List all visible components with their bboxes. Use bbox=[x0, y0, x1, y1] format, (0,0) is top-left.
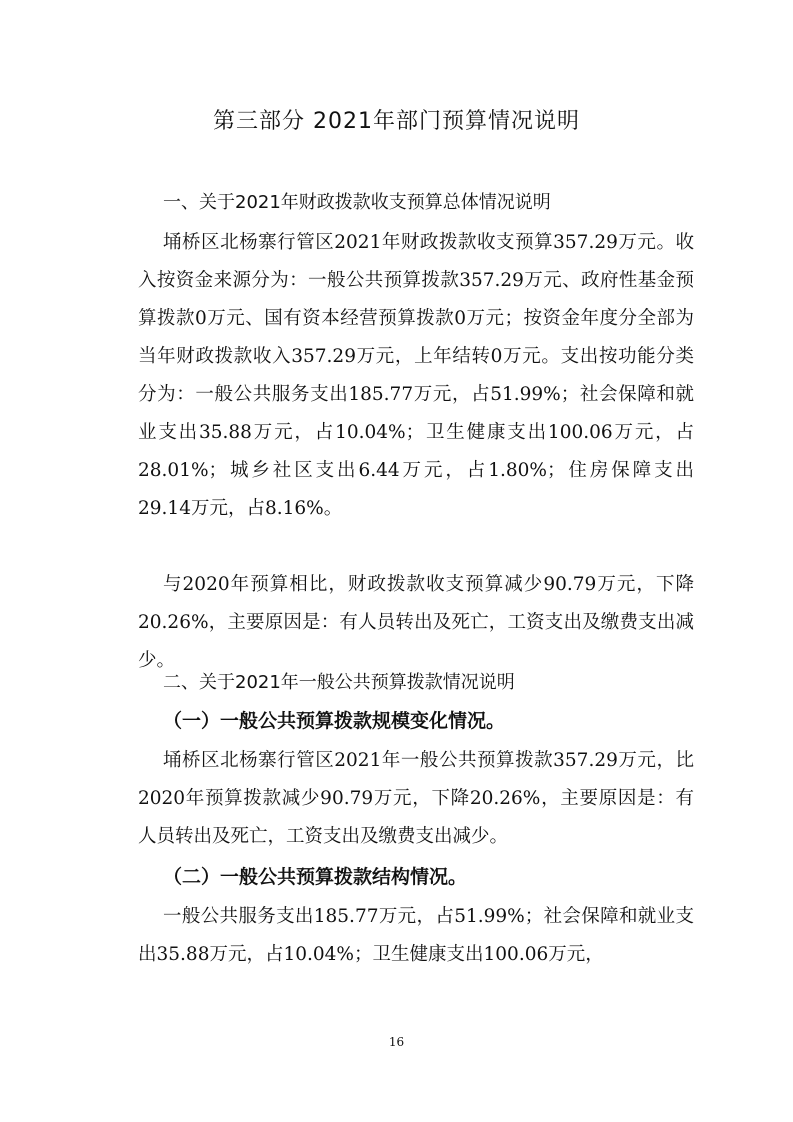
section2-sub2-heading: （二）一般公共预算拨款结构情况。 bbox=[163, 866, 468, 888]
page-number: 16 bbox=[388, 1035, 405, 1049]
section1-heading: 一、关于2021年财政拨款收支预算总体情况说明 bbox=[163, 192, 551, 213]
section2-sub1-heading: （一）一般公共预算拨款规模变化情况。 bbox=[163, 710, 506, 732]
page-title: 第三部分 2021年部门预算情况说明 bbox=[213, 109, 580, 134]
section1-paragraph-2: 与2020年预算相比，财政拨款收支预算减少90.79万元，下降20.26%，主要原因是：有人员转出及死亡，工资支出及缴费支出减少。 bbox=[138, 574, 694, 671]
section2-sub2-paragraph: 一般公共服务支出185.77万元，占51.99%；社会保障和就业支出35.88万元，占10.04%；卫生健康支出100.06万元， bbox=[138, 906, 694, 965]
section2-sub1-paragraph: 埇桥区北杨寨行管区2021年一般公共预算拨款357.29万元，比2020年预算拨款减少90.79万元，下降20.26%，主要原因是：有人员转出及死亡，工资支出及缴费支出减少。 bbox=[138, 750, 694, 847]
section1-paragraph-1: 埇桥区北杨寨行管区2021年财政拨款收支预算357.29万元。收入按资金来源分为：一般公共预算拨款357.29万元、政府性基金预算拨款0万元、国有资本经营预算拨款0万元；按资金年度分全部为当年财政拨款收入357.29万元，上年结转0万元。支出按功能分类分为：一般公共服务支出185.77万元，占51.99%；社会保障和就业支出35.88万元，占10.04%；卫生健康支出100.06万元，占28.01%；城乡社区支出6.44万元，占1.80%；住房保障支出29.14万元，占8.16%。 bbox=[138, 232, 694, 519]
section2-heading: 二、关于2021年一般公共预算拨款情况说明 bbox=[163, 672, 515, 693]
